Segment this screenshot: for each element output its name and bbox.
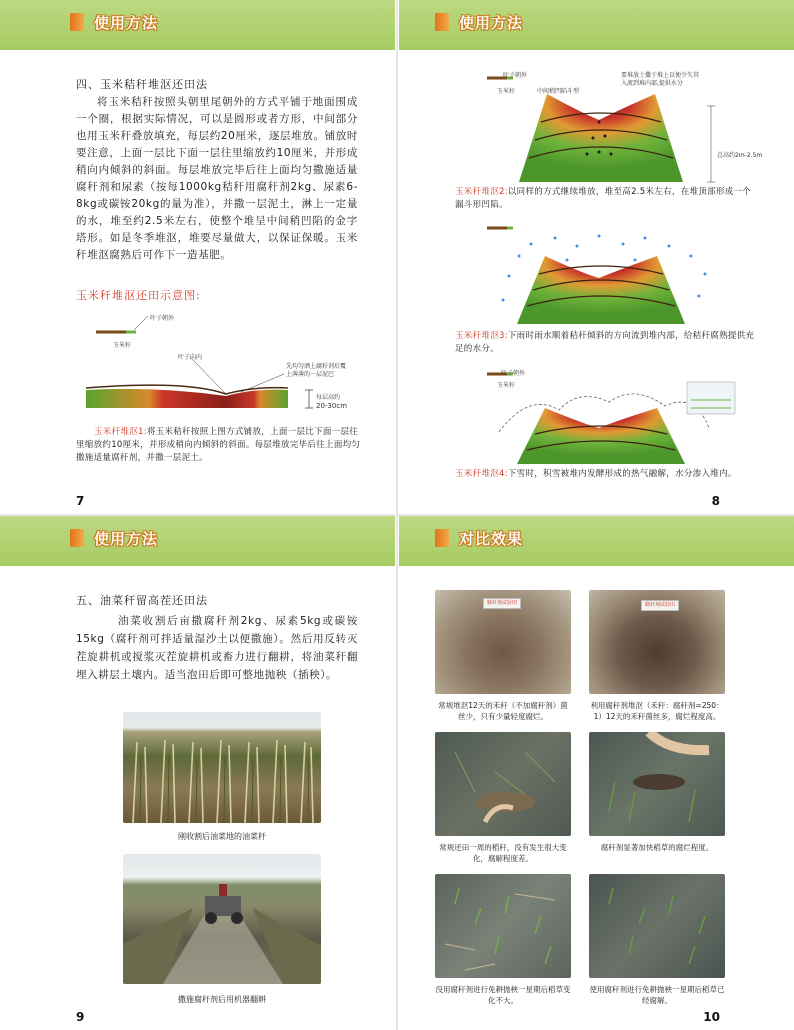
photo-2-caption: 撒施腐秆剂后用机器翻耕 bbox=[178, 995, 266, 1004]
apply-note-label: 先均匀洒上腐秆剂后覆上薄薄的一层泥巴 bbox=[286, 363, 347, 378]
photo-paddy-treated bbox=[589, 732, 725, 836]
pyramid-diagram-1 bbox=[459, 62, 759, 190]
photo-straw-control bbox=[435, 590, 571, 694]
body-paragraph: 油菜收割后亩撒腐秆剂2kg、尿素5kg或碳铵15kg（腐秆剂可拌适量湿沙土以便撒施）。然后用反转灭茬旋耕机或搅浆灭茬旋耕机或畜力进行翻耕，将油菜秆翻埋入耕层土壤内。适当泡田后即可整地抛秧（插秧）。 bbox=[76, 615, 358, 681]
side-note-label: 要堆放土撒于堆上以便少失其入流到堆内部,提供水分 bbox=[621, 72, 700, 87]
section-title: 对比效果 bbox=[459, 529, 524, 548]
middle-funnel-label: 中间稍凹陷斗型 bbox=[537, 88, 580, 95]
caption-3-tag: 玉米秆堆沤3: bbox=[455, 331, 508, 341]
page-number: 7 bbox=[76, 494, 85, 508]
corn-stalk-label-2: 玉米秆 bbox=[497, 382, 516, 389]
caption-4-tag: 玉米秆堆沤4: bbox=[455, 469, 508, 479]
photo-1-caption: 刚收割后油菜地的油菜秆 bbox=[178, 832, 266, 841]
canola-stubble-photo bbox=[123, 712, 321, 823]
section-badge bbox=[70, 11, 166, 33]
photo-straw-treated bbox=[589, 590, 725, 694]
page-number: 10 bbox=[703, 1010, 720, 1024]
section-badge bbox=[70, 527, 166, 549]
caption-2 bbox=[455, 186, 755, 212]
section-badge bbox=[435, 527, 531, 549]
caption-5: 没用腐秆剂进行免耕抛秧一星期后稻草变化不大。 bbox=[435, 985, 571, 1005]
caption-text: 将玉米秸秆按照上图方式铺放，上面一层比下面一层往里缩放约10厘米，并形成稍向内倾斜的斜面。每层堆放完毕后往上面均匀撒施适量腐秆剂，并撒一层泥土。 bbox=[76, 427, 361, 463]
page-8 bbox=[399, 0, 794, 514]
badge-bar-icon bbox=[70, 529, 84, 547]
caption-tag: 玉米秆堆沤1: bbox=[94, 427, 147, 437]
left-stack bbox=[86, 389, 226, 408]
section-badge bbox=[435, 11, 531, 33]
caption-2-text: 以同样的方式继续堆放，堆至高2.5米左右，在堆顶部形成一个漏斗形凹陷。 bbox=[455, 187, 752, 210]
total-height-label: 总高约2m-2.5m bbox=[717, 152, 763, 159]
diagram-title: 玉米秆堆沤还田示意图: bbox=[76, 289, 201, 302]
layer-height-label: 每层高约 bbox=[316, 394, 341, 401]
caption-1: 常规堆沤12天的禾秆（不加腐秆剂）菌丝少，只有少量轻度腐烂。 bbox=[438, 701, 568, 721]
page-number: 9 bbox=[76, 1010, 85, 1024]
corn-stalk-label: 玉米秆 bbox=[113, 342, 132, 349]
inset-diagram bbox=[687, 382, 735, 414]
page-number: 8 bbox=[711, 494, 720, 508]
diagram-caption bbox=[76, 426, 366, 464]
caption-4: 腐秆剂显著加快稻草的腐烂程度。 bbox=[600, 843, 714, 852]
leaf-inward-label: 叶子向内 bbox=[178, 354, 203, 361]
page-7 bbox=[0, 0, 395, 514]
leaf-tip-label: 叶子朝外 bbox=[503, 72, 528, 79]
test-plot-sign: 腐秆剂试验田 bbox=[483, 598, 521, 609]
pyramid-diagram-snow bbox=[459, 362, 759, 468]
section-title: 使用方法 bbox=[459, 13, 524, 32]
caption-2-tag: 玉米秆堆沤2: bbox=[455, 187, 508, 197]
section-heading: 四、玉米秸秆堆沤还田法 bbox=[76, 78, 208, 91]
photo-nontill-treated bbox=[589, 874, 725, 978]
leaf-tip-label: 叶子朝外 bbox=[150, 315, 175, 322]
caption-3-text: 下雨时雨水顺着秸秆倾斜的方向流到堆内部，给秸秆腐熟提供充足的水分。 bbox=[455, 331, 755, 354]
leaf-tip-label-2: 叶子朝外 bbox=[501, 370, 526, 377]
section-title: 使用方法 bbox=[94, 13, 159, 32]
badge-bar-icon bbox=[70, 13, 84, 31]
caption-3 bbox=[455, 330, 755, 356]
caption-6: 使用腐秆剂进行免耕抛秧一星期后稻草已经腐解。 bbox=[589, 985, 725, 1005]
corn-stalk-label: 玉米秆 bbox=[497, 88, 516, 95]
photo-nontill-control bbox=[435, 874, 571, 978]
layer-range-label: 20-30cm bbox=[316, 402, 348, 410]
page-9 bbox=[0, 516, 395, 1030]
tractor-field-photo bbox=[123, 854, 321, 984]
test-plot-sign: 腐秆剂试验田 bbox=[641, 600, 679, 611]
body-paragraph: 将玉米秸秆按照头朝里尾朝外的方式平铺于地面围成一个圈，根据实际情况，可以是圆形或者方形，中间部分也用玉米秆叠放填充，每层约20厘米，逐层堆放。铺放时要注意，上面一层比下面一层往里缩放约10厘米，并形成稍向内倾斜的斜面。每层堆放完毕后往上面均匀撒施适量腐秆剂和尿素（按每1000kg秸秆用腐秆剂2kg、尿素6-8kg或碳铵20kg的量为准），并撒一层泥土，淋上一定量的水，堆至约2.5米左右，使整个堆呈中间稍凹陷的金字塔形。如是冬季堆沤，堆要尽量做大，以保证保暖。玉米秆堆沤腐熟后可作下一造基肥。 bbox=[76, 96, 358, 261]
section-title: 使用方法 bbox=[94, 529, 159, 548]
badge-bar-icon bbox=[435, 529, 449, 547]
caption-4-text: 下雪时，积雪被堆内发酵形成的热气融解，水分渗入堆内。 bbox=[507, 469, 737, 479]
caption-3: 常规还田一周的稻秆，没有发生很大变化，腐解程度差。 bbox=[439, 843, 567, 863]
pyramid-diagram-rain bbox=[459, 216, 759, 328]
header-band bbox=[0, 0, 395, 50]
caption-2: 利用腐秆剂堆沤（禾秆：腐秆剂=250：1）12天的禾秆菌丝多，腐烂程度高。 bbox=[590, 701, 724, 721]
page-10 bbox=[399, 516, 794, 1030]
photo-paddy-control bbox=[435, 732, 571, 836]
badge-bar-icon bbox=[435, 13, 449, 31]
caption-4 bbox=[455, 468, 755, 481]
header-band bbox=[0, 516, 395, 566]
section-heading: 五、油菜秆留高茬还田法 bbox=[76, 594, 208, 607]
